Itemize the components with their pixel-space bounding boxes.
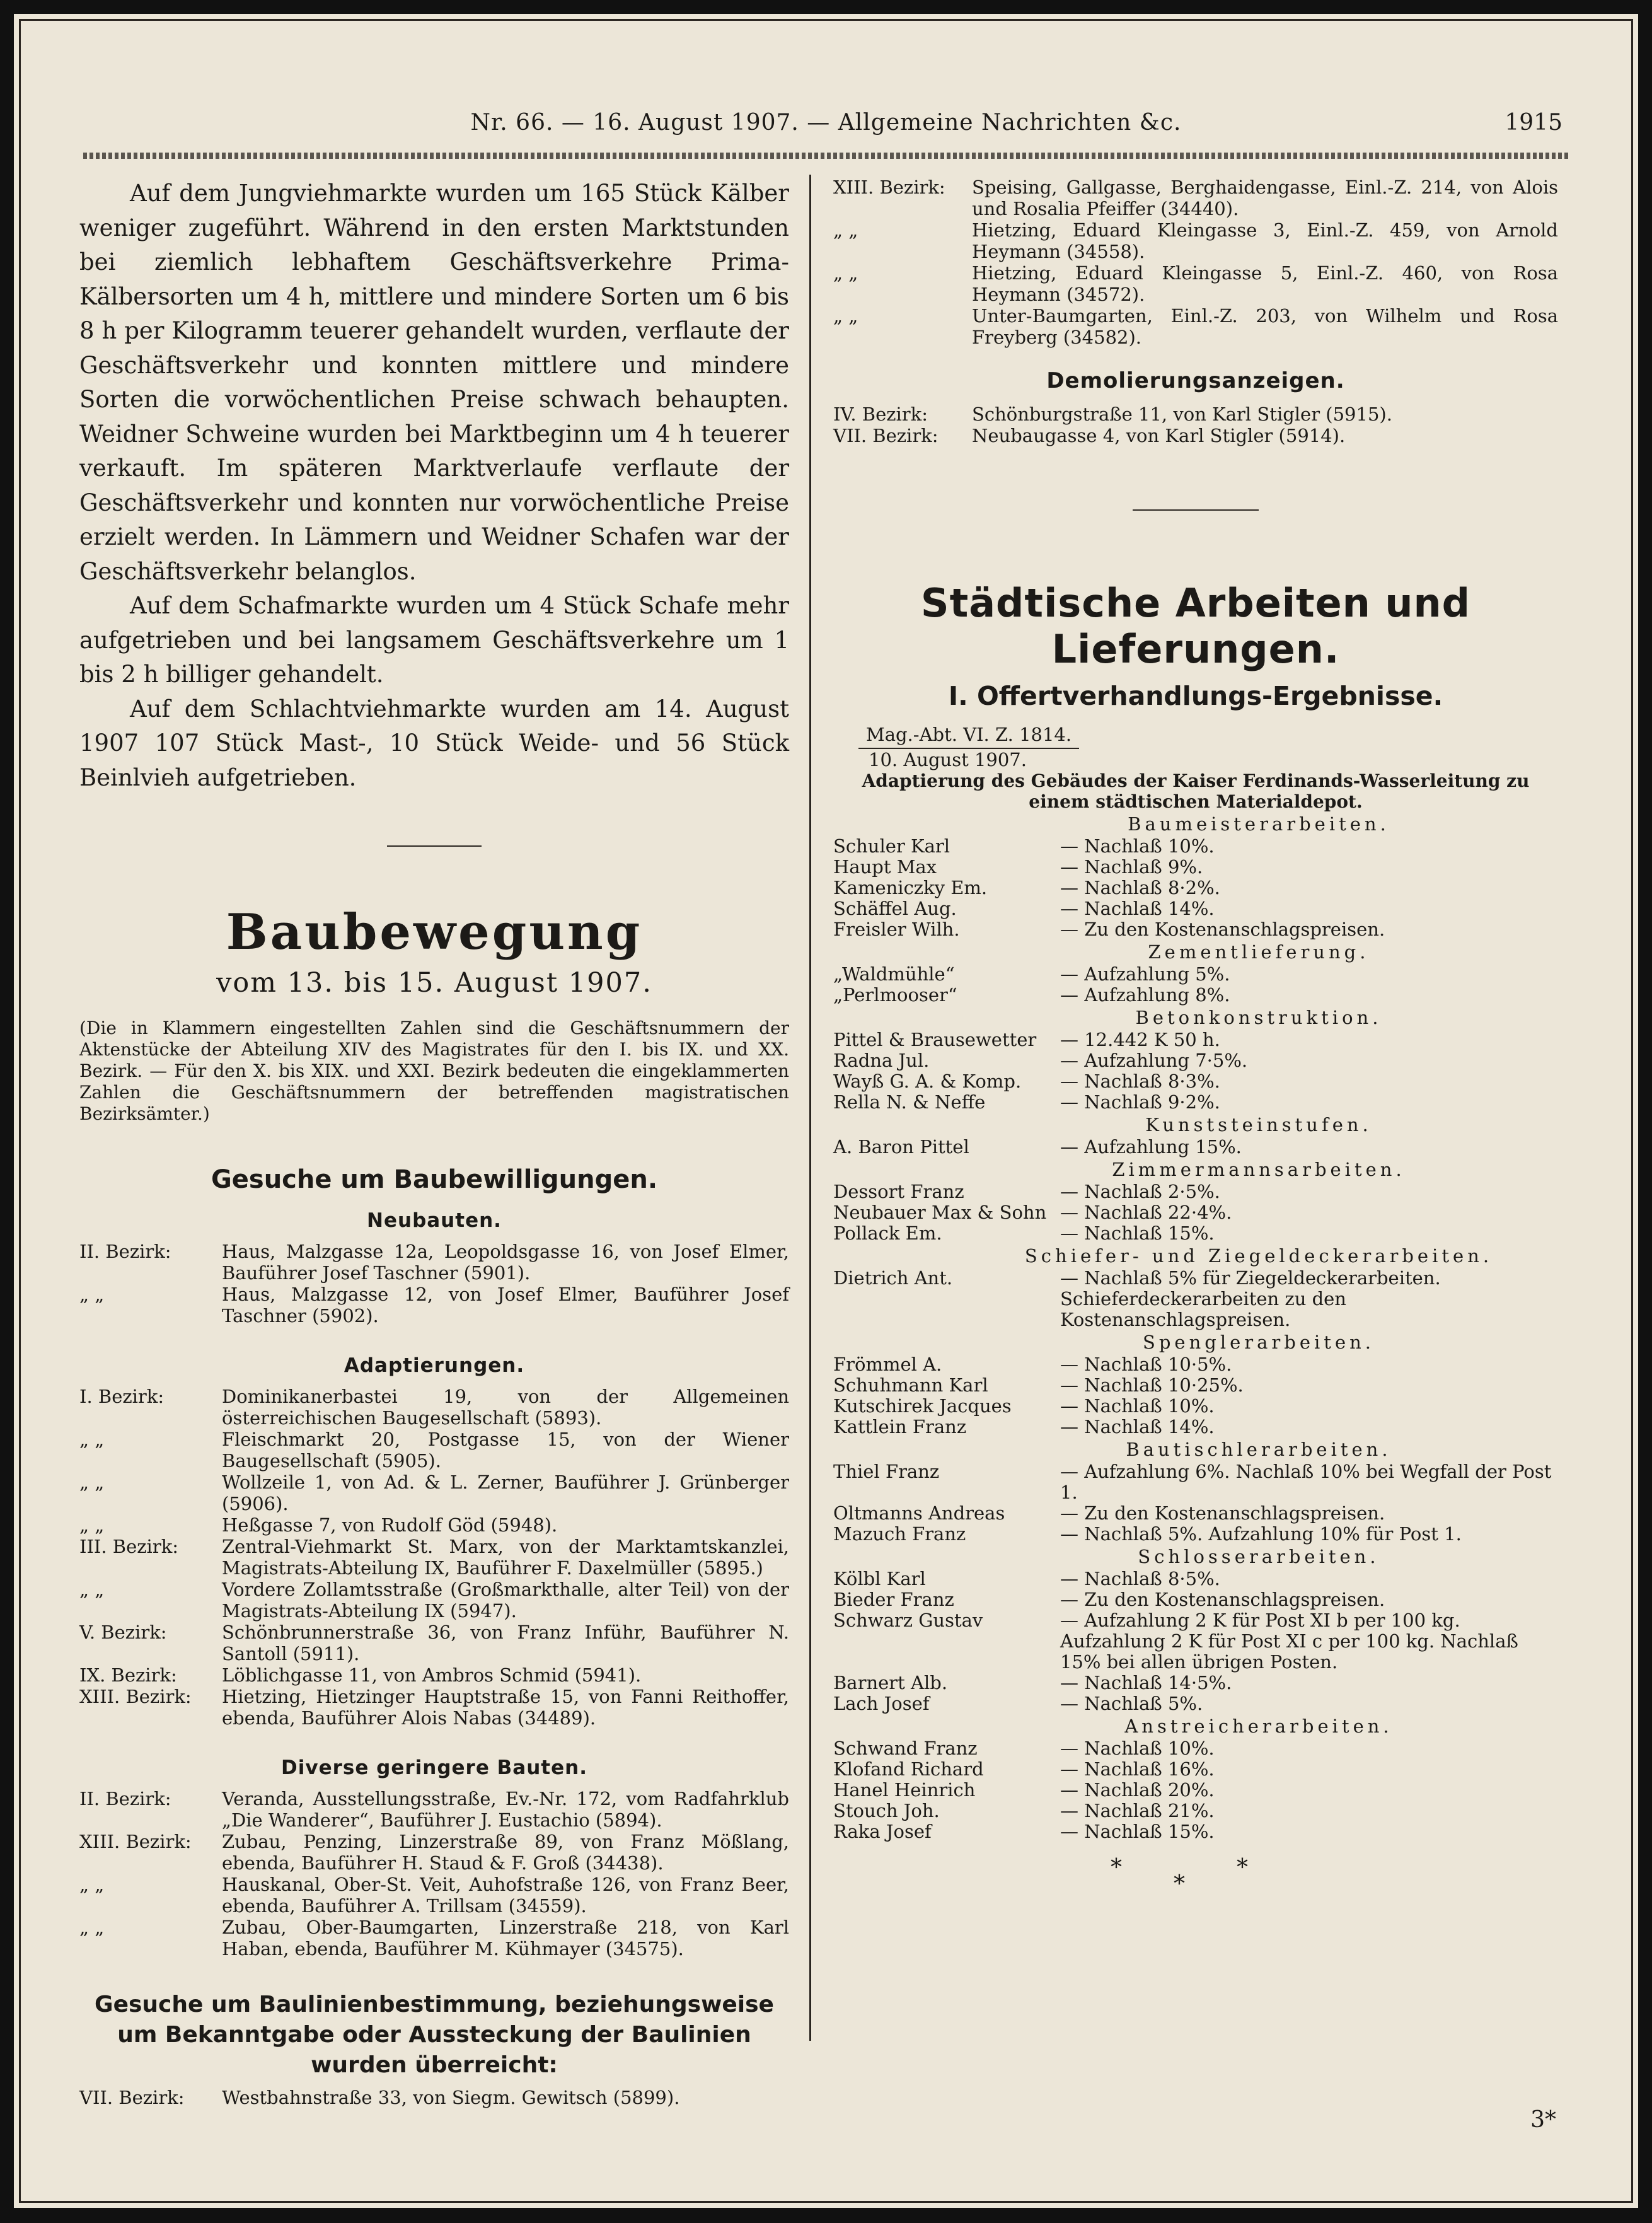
result-row: [833, 1417, 1558, 1437]
demolierung-heading: Demolierungsanzeigen.: [1046, 368, 1345, 393]
bid-result: — Nachlaß 8·5%.: [1060, 1568, 1220, 1589]
bidder-name: Schuhmann Karl: [833, 1374, 988, 1396]
bidder-name: Stouch Joh.: [833, 1800, 940, 1821]
diverse-entry: „ „ Zubau, Ober-Baumgarten, Linzerstraße 218, von Karl Haban, ebenda, Bauführer M. Kühmayer (34575).: [79, 1917, 789, 1959]
baubewegung-title: Baubewegung: [226, 903, 643, 961]
adaptierung-entry: „ „ Heßgasse 7, von Rudolf Göd (5948).: [79, 1514, 558, 1536]
bidder-name: Pollack Em.: [833, 1222, 942, 1244]
gesuche-heading: Gesuche um Baubewilligungen.: [211, 1165, 658, 1194]
result-row: [833, 1503, 1558, 1524]
bid-result: — Nachlaß 14%.: [1060, 1416, 1215, 1437]
bid-result: — Zu den Kostenanschlagspreisen.: [1060, 919, 1385, 940]
bidder-name: Oltmanns Andreas: [833, 1502, 1005, 1524]
result-row: [833, 1354, 1558, 1375]
result-row: [833, 1375, 1558, 1396]
category-heading: Zementlieferung.: [1148, 941, 1370, 963]
bid-result: — Nachlaß 20%.: [1060, 1779, 1215, 1801]
result-row: [833, 878, 1558, 898]
result-row: [833, 1202, 1558, 1223]
bid-result: — Nachlaß 5%. Aufzahlung 10% für Post 1.: [1060, 1523, 1462, 1545]
bid-result: — Aufzahlung 7·5%.: [1060, 1050, 1248, 1071]
result-row: [833, 919, 1558, 940]
bidder-name: Schuler Karl: [833, 835, 950, 857]
adaptierung-entry: „ „ Fleischmarkt 20, Postgasse 15, von der Wiener Baugesellschaft (5905).: [79, 1429, 789, 1471]
bidder-name: Haupt Max: [833, 856, 937, 878]
right-column: [833, 177, 1558, 1897]
bid-result: — Nachlaß 10%.: [1060, 835, 1215, 857]
staedtische-title: Städtische Arbeiten und Lieferungen.: [920, 580, 1471, 672]
result-row: [833, 1396, 1558, 1417]
left-column: [79, 177, 789, 2108]
bidder-name: Rella N. & Neffe: [833, 1091, 986, 1113]
result-row: [833, 1673, 1558, 1693]
footer-stars: * * *: [1111, 1855, 1248, 1897]
bid-result: — Nachlaß 10%.: [1060, 1738, 1215, 1759]
diverse-entry: XIII. Bezirk: Zubau, Penzing, Linzerstraße 89, von Franz Mößlang, ebenda, Bauführer H. Staud & F. Groß (34438).: [79, 1831, 789, 1874]
bid-result: — Nachlaß 16%.: [1060, 1758, 1215, 1780]
bidder-name: Freisler Wilh.: [833, 919, 960, 940]
demolierung-entry: IV. Bezirk: Schönburgstraße 11, von Karl Stigler (5915).: [833, 403, 1392, 425]
bid-result: — 12.442 K 50 h.: [1060, 1029, 1220, 1050]
result-row: [833, 1801, 1558, 1821]
bidder-name: Pittel & Brausewetter: [833, 1029, 1037, 1050]
reference: [833, 724, 1558, 770]
bid-result: — Nachlaß 22·4%.: [1060, 1202, 1232, 1223]
category-heading: Schlosserarbeiten.: [1138, 1546, 1380, 1567]
result-row: [833, 1693, 1558, 1714]
category-heading: Schiefer- und Ziegeldeckerarbeiten.: [1024, 1245, 1493, 1267]
xiii-entry: „ „ Unter-Baumgarten, Einl.-Z. 203, von Wilhelm und Rosa Freyberg (34582).: [833, 305, 1558, 348]
baubewegung-note: (Die in Klammern eingestellten Zahlen sind die Geschäftsnummern der Aktenstücke der Abteilung XIV des Magistrates für den I. bis IX. und XX. Bezirk. — Für den X. bis XIX. und XXI. Bezirk bedeuten die eingeklammerten Zahlen die Geschäftsnummern der betreffenden magistratischen Bezirksämter.): [79, 1018, 789, 1124]
adaptierung-entry: IX. Bezirk: Löblichgasse 11, von Ambros Schmid (5941).: [79, 1664, 642, 1686]
result-row: [833, 1050, 1558, 1071]
bid-result: — Nachlaß 8·3%.: [1060, 1071, 1220, 1092]
bid-result: — Zu den Kostenanschlagspreisen.: [1060, 1502, 1385, 1524]
bid-result: — Nachlaß 15%.: [1060, 1821, 1215, 1842]
neubau-entry: II. Bezirk: Haus, Malzgasse 12a, Leopoldsgasse 16, von Josef Elmer, Bauführer Josef Taschner (5901).: [79, 1241, 789, 1284]
bidder-name: Kattlein Franz: [833, 1416, 967, 1437]
bid-result: — Nachlaß 9·2%.: [1060, 1091, 1220, 1113]
bid-result: — Nachlaß 9%.: [1060, 856, 1203, 878]
adaptierung-entry: I. Bezirk: Dominikanerbastei 19, von der Allgemeinen österreichischen Baugesellschaft (5893).: [79, 1386, 789, 1429]
result-row: [833, 1071, 1558, 1092]
category-heading: Zimmermannsarbeiten.: [1112, 1159, 1406, 1180]
bidder-name: „Waldmühle“: [833, 963, 955, 985]
result-row: [833, 1759, 1558, 1780]
offert-heading: I. Offertverhandlungs-Ergebnisse.: [948, 681, 1443, 711]
bidder-name: Schwarz Gustav: [833, 1610, 983, 1631]
result-row: [833, 964, 1558, 985]
result-row: [833, 985, 1558, 1006]
bidder-name: Dietrich Ant.: [833, 1267, 953, 1289]
bidder-name: Klofand Richard: [833, 1758, 984, 1780]
result-row: [833, 1030, 1558, 1050]
xiii-entry: „ „ Hietzing, Eduard Kleingasse 3, Einl.-Z. 459, von Arnold Heymann (34558).: [833, 219, 1558, 262]
result-row: [833, 1461, 1558, 1503]
category-heading: Baumeisterarbeiten.: [1128, 813, 1390, 835]
market-paragraph: Auf dem Schlachtviehmarkte wurden am 14. August 1907 107 Stück Mast-, 10 Stück Weide- und 56 Stück Beinlvieh aufgetrieben.: [79, 695, 789, 791]
column-divider: [809, 175, 811, 2041]
adaptierung-entry: „ „ Vordere Zollamtsstraße (Großmarkthalle, alter Teil) von der Magistrats-Abteilung IX (5947).: [79, 1579, 789, 1622]
demolierung-entry: VII. Bezirk: Neubaugasse 4, von Karl Stigler (5914).: [833, 425, 1346, 446]
bidder-name: „Perlmooser“: [833, 984, 957, 1006]
market-report: [79, 177, 789, 795]
result-row: [833, 1589, 1558, 1610]
header-wavy-rule: [83, 153, 1569, 159]
result-row: [833, 857, 1558, 878]
bidder-name: Dessort Franz: [833, 1181, 964, 1202]
bidder-name: Bieder Franz: [833, 1589, 954, 1610]
result-row: [833, 1569, 1558, 1589]
bid-result: — Nachlaß 10%.: [1060, 1395, 1215, 1417]
reference-date: 10. August 1907.: [869, 749, 1027, 770]
category-heading: Betonkonstruktion.: [1135, 1007, 1382, 1028]
market-paragraph: Auf dem Schafmarkte wurden um 4 Stück Schafe mehr aufgetrieben und bei langsamem Geschäftsverkehre um 1 bis 2 h billiger gehandelt.: [79, 592, 789, 688]
bidder-name: Neubauer Max & Sohn: [833, 1202, 1047, 1223]
baulinien-entry: VII. Bezirk: Westbahnstraße 33, von Siegm. Gewitsch (5899).: [79, 2087, 680, 2108]
adaptierung-entry: III. Bezirk: Zentral-Viehmarkt St. Marx, von der Marktamtskanzlei, Magistrats-Abteilung IX, Bauführer F. Daxelmüller (5895.): [79, 1536, 789, 1579]
bidder-name: A. Baron Pittel: [833, 1136, 969, 1158]
adaptierungen-heading: Adaptierungen.: [344, 1354, 525, 1377]
newspaper-page: [14, 14, 1638, 2208]
result-row: [833, 1780, 1558, 1801]
bidder-name: Frömmel A.: [833, 1354, 942, 1375]
result-row: [833, 898, 1558, 919]
page-header: [90, 102, 1562, 146]
result-row: [833, 1268, 1558, 1330]
diverse-entry: „ „ Hauskanal, Ober-St. Veit, Auhofstraße 126, von Franz Beer, ebenda, Bauführer A. Trillsam (34559).: [79, 1874, 789, 1917]
subject: Adaptierung des Gebäudes der Kaiser Ferdinands-Wasserleitung zu einem städtischen Materialdepot.: [862, 770, 1530, 812]
result-row: [833, 836, 1558, 857]
diverse-entry: II. Bezirk: Veranda, Ausstellungsstraße, Ev.-Nr. 172, vom Radfahrklub „Die Wanderer“, Bauführer J. Eustachio (5894).: [79, 1788, 789, 1831]
result-row: [833, 1137, 1558, 1158]
adaptierung-entry: XIII. Bezirk: Hietzing, Hietzinger Hauptstraße 15, von Fanni Reithoffer, ebenda, Bauführer Alois Nabas (34489).: [79, 1686, 789, 1729]
bid-result: — Aufzahlung 6%. Nachlaß 10% bei Wegfall der Post 1.: [1060, 1461, 1552, 1503]
bidder-name: Raka Josef: [833, 1821, 932, 1842]
bid-result: — Aufzahlung 5%.: [1060, 963, 1230, 985]
category-heading: Anstreicherarbeiten.: [1124, 1715, 1393, 1737]
xiii-entry: „ „ Hietzing, Eduard Kleingasse 5, Einl.-Z. 460, von Rosa Heymann (34572).: [833, 262, 1558, 305]
reference-number: Mag.-Abt. VI. Z. 1814.: [858, 724, 1079, 749]
market-paragraph: Auf dem Jungviehmarkte wurden um 165 Stück Kälber weniger zugeführt. Während in den ersten Marktstunden bei ziemlich lebhaftem Geschäftsverkehre Prima-Kälbersorten um 4 h, mittlere und mindere Sorten um 6 bis 8 h per Kilogramm teuerer gehandelt wurden, verflaute der Geschäftsverkehr und konnten mittlere und mindere Sorten die vorwöchentlichen Preise schwach behaupten. Weidner Schweine wurden bei Marktbeginn um 4 h teuerer verkauft. Im späteren Marktverlaufe verflaute der Geschäftsverkehr und konnten nur vorwöchentliche Preise erzielt werden. In Lämmern und Weidner Schafen war der Geschäftsverkehr belanglos.: [79, 180, 789, 585]
category-heading: Kunststeinstufen.: [1145, 1114, 1372, 1135]
bidder-name: Kölbl Karl: [833, 1568, 926, 1589]
neubauten-heading: Neubauten.: [367, 1209, 502, 1232]
bid-result: — Aufzahlung 2 K für Post XI b per 100 kg. Aufzahlung 2 K für Post XI c per 100 kg. Nachlaß 15% bei allen übrigen Posten.: [1060, 1610, 1518, 1673]
adaptierung-entry: V. Bezirk: Schönbrunnerstraße 36, von Franz Inführ, Bauführer N. Santoll (5911).: [79, 1622, 789, 1664]
result-row: [833, 1092, 1558, 1113]
bid-result: — Nachlaß 14·5%.: [1060, 1672, 1232, 1693]
diverse-heading: Diverse geringere Bauten.: [281, 1756, 587, 1779]
bid-result: — Nachlaß 5%.: [1060, 1693, 1203, 1714]
adaptierung-entry: „ „ Wollzeile 1, von Ad. & L. Zerner, Bauführer J. Grünberger (5906).: [79, 1471, 789, 1514]
bidder-name: Kutschirek Jacques: [833, 1395, 1012, 1417]
category-heading: Bautischlerarbeiten.: [1126, 1439, 1392, 1460]
bidder-name: Schwand Franz: [833, 1738, 978, 1759]
category-heading: Spenglerarbeiten.: [1143, 1332, 1375, 1353]
bidder-name: Wayß G. A. & Komp.: [833, 1071, 1022, 1092]
bid-result: — Aufzahlung 15%.: [1060, 1136, 1242, 1158]
baulinien-heading: Gesuche um Baulinienbestimmung, beziehungsweise um Bekanntgabe oder Aussteckung der Baulinien wurden überreicht:: [95, 1992, 774, 2078]
bid-result: — Nachlaß 10·25%.: [1060, 1374, 1244, 1396]
results-list: [833, 812, 1558, 1842]
bid-result: — Aufzahlung 8%.: [1060, 984, 1230, 1006]
page-signature: 3*: [1530, 2107, 1556, 2133]
neubau-entry: „ „ Haus, Malzgasse 12, von Josef Elmer, Bauführer Josef Taschner (5902).: [79, 1284, 789, 1326]
result-row: [833, 1524, 1558, 1545]
baubewegung-subtitle: vom 13. bis 15. August 1907.: [216, 967, 652, 999]
bidder-name: Kameniczky Em.: [833, 877, 988, 898]
page-number: 1915: [1505, 110, 1562, 136]
bid-result: — Nachlaß 10·5%.: [1060, 1354, 1232, 1375]
result-row: [833, 1738, 1558, 1759]
bid-result: — Nachlaß 21%.: [1060, 1800, 1215, 1821]
result-row: [833, 1610, 1558, 1673]
bid-result: — Nachlaß 5% für Ziegeldeckerarbeiten. Schieferdeckerarbeiten zu den Kostenanschlagspreisen.: [1060, 1267, 1441, 1330]
bidder-name: Radna Jul.: [833, 1050, 930, 1071]
bid-result: — Nachlaß 2·5%.: [1060, 1181, 1220, 1202]
result-row: [833, 1223, 1558, 1244]
bidder-name: Mazuch Franz: [833, 1523, 966, 1545]
header-title: Nr. 66. — 16. August 1907. — Allgemeine Nachrichten &c.: [470, 110, 1182, 136]
bid-result: — Nachlaß 15%.: [1060, 1222, 1215, 1244]
bid-result: — Nachlaß 8·2%.: [1060, 877, 1220, 898]
bidder-name: Lach Josef: [833, 1693, 930, 1714]
bidder-name: Barnert Alb.: [833, 1672, 948, 1693]
result-row: [833, 1181, 1558, 1202]
bid-result: — Zu den Kostenanschlagspreisen.: [1060, 1589, 1385, 1610]
bidder-name: Schäffel Aug.: [833, 898, 957, 919]
result-row: [833, 1821, 1558, 1842]
bidder-name: Hanel Heinrich: [833, 1779, 976, 1801]
xiii-entry: XIII. Bezirk: Speising, Gallgasse, Berghaidengasse, Einl.-Z. 214, von Alois und Rosalia Pfeiffer (34440).: [833, 177, 1558, 219]
bidder-name: Thiel Franz: [833, 1461, 940, 1482]
bid-result: — Nachlaß 14%.: [1060, 898, 1215, 919]
